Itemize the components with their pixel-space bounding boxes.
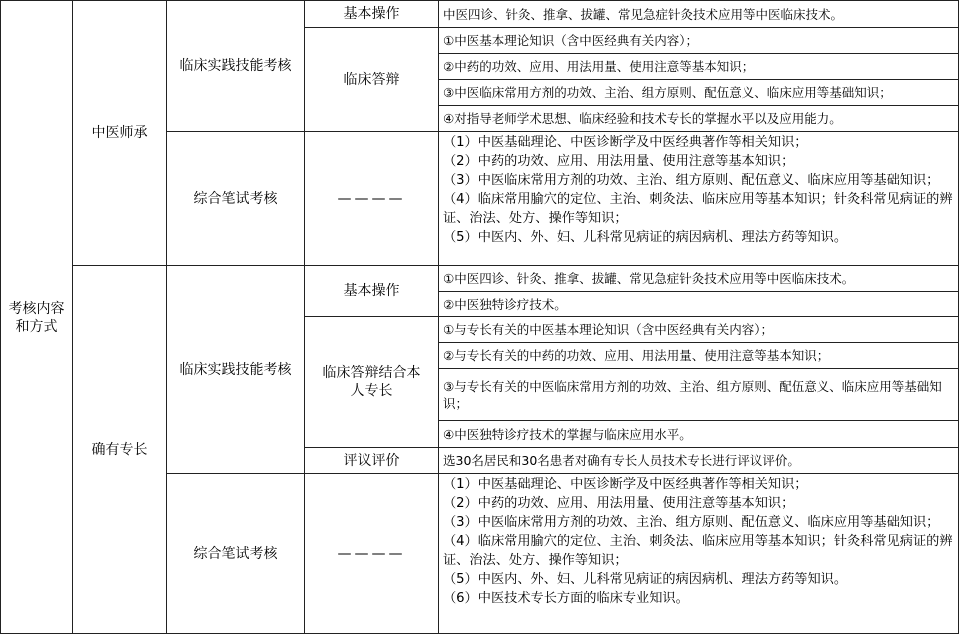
specialty-oral-item-text: ④中医独特诊疗技术的掌握与临床应用水平。: [443, 426, 692, 442]
specialty-oral-item-4: [438, 420, 959, 447]
tcm-written-label: 综合笔试考核: [193, 190, 278, 207]
specialty-basic-op-text: ②中医独特诊疗技术。: [443, 296, 567, 312]
specialty-oral-cell: [304, 316, 438, 447]
track-tcm-label: 中医师承: [91, 125, 148, 141]
category-label: 考核内容和方式: [8, 300, 65, 335]
tcm-written-line: （1）中医基础理论、中医诊断学及中医经典著作等相关知识；: [443, 135, 808, 150]
tcm-written-line: （5）中医内、外、妇、儿科常见病证的病因病机、理法方药等知识。: [443, 230, 848, 245]
track-tcm-cell: [72, 0, 166, 265]
specialty-written-line: （4）临床常用腧穴的定位、主治、刺灸法、临床应用等基本知识；针灸科常见病证的辨证、治法、处方、操作等知识；: [443, 534, 953, 568]
specialty-practice-cell: [166, 265, 304, 473]
specialty-basic-op-text: ①中医四诊、针灸、推拿、拔罐、常见急症针灸技术应用等中医临床技术。: [443, 271, 855, 286]
tcm-oral-item-text: ②中药的功效、应用、用法用量、使用注意等基本知识；: [443, 59, 755, 74]
specialty-oral-item-2: [438, 342, 959, 368]
tcm-written-dash: ————: [337, 190, 406, 207]
tcm-oral-item-text: ①中医基本理论知识（含中医经典有关内容）；: [443, 33, 698, 48]
tcm-written-cell: [166, 131, 304, 265]
track-specialty-cell: [72, 265, 166, 634]
tcm-basic-op-desc: [438, 0, 959, 27]
specialty-review-text: 选30名居民和30名患者对确有专长人员技术专长进行评议评价。: [443, 453, 800, 468]
tcm-oral-item-2: [438, 53, 959, 79]
specialty-review-cell: [304, 447, 438, 473]
specialty-written-line: （2）中药的功效、应用、用法用量、使用注意等基本知识；: [443, 496, 795, 511]
tcm-written-line: （4）临床常用腧穴的定位、主治、刺灸法、临床应用等基本知识；针灸科常见病证的辨证、治法、处方、操作等知识；: [443, 192, 953, 226]
specialty-written-label: 综合笔试考核: [193, 546, 278, 562]
specialty-review-desc: [438, 447, 959, 473]
specialty-oral-item-text: ③与专长有关的中医临床常用方剂的功效、主治、组方原则、配伍意义、临床应用等基础知识；: [443, 378, 942, 411]
tcm-basic-op-label: 基本操作: [343, 6, 400, 22]
specialty-written-desc: [438, 473, 959, 634]
specialty-oral-item-text: ②与专长有关的中药的功效、应用、用法用量、使用注意等基本知识；: [443, 348, 830, 363]
specialty-review-label: 评议评价: [343, 452, 400, 469]
specialty-oral-item-3: [438, 368, 959, 420]
tcm-written-desc: [438, 131, 959, 265]
tcm-practice-label: 临床实践技能考核: [179, 58, 292, 74]
tcm-written-dash-cell: [304, 131, 438, 265]
tcm-oral-item-1: [438, 27, 959, 53]
tcm-written-line: （3）中医临床常用方剂的功效、主治、组方原则、配伍意义、临床应用等基础知识；: [443, 173, 940, 188]
specialty-practice-label: 临床实践技能考核: [179, 361, 292, 378]
specialty-written-line: （6）中医技术专长方面的临床专业知识。: [443, 591, 689, 606]
specialty-basic-op-item-1: [438, 265, 959, 291]
specialty-written-dash-cell: [304, 473, 438, 634]
tcm-oral-item-text: ③中医临床常用方剂的功效、主治、组方原则、配伍意义、临床应用等基础知识；: [443, 85, 892, 100]
tcm-basic-op-text: 中医四诊、针灸、推拿、拔罐、常见急症针灸技术应用等中医临床技术。: [443, 6, 844, 22]
specialty-written-cell: [166, 473, 304, 634]
tcm-oral-item-4: [438, 105, 959, 131]
tcm-oral-label: 临床答辩: [343, 71, 400, 88]
tcm-oral-item-text: ④对指导老师学术思想、临床经验和技术专长的掌握水平以及应用能力。: [443, 111, 842, 126]
tcm-basic-op-cell: [304, 0, 438, 27]
tcm-practice-cell: [166, 0, 304, 131]
specialty-basic-op-item-2: [438, 291, 959, 316]
specialty-written-line: （3）中医临床常用方剂的功效、主治、组方原则、配伍意义、临床应用等基础知识；: [443, 515, 940, 530]
specialty-written-dash: ————: [337, 546, 406, 562]
tcm-written-line: （2）中药的功效、应用、用法用量、使用注意等基本知识；: [443, 154, 795, 169]
track-specialty-label: 确有专长: [91, 442, 148, 458]
specialty-basic-op-cell: [304, 265, 438, 316]
specialty-written-line: （1）中医基础理论、中医诊断学及中医经典著作等相关知识；: [443, 477, 808, 492]
tcm-oral-item-3: [438, 79, 959, 105]
category-cell: [0, 0, 72, 634]
specialty-basic-op-label: 基本操作: [343, 283, 400, 299]
specialty-oral-item-text: ①与专长有关的中医基本理论知识（含中医经典有关内容）；: [443, 322, 773, 337]
specialty-written-line: （5）中医内、外、妇、儿科常见病证的病因病机、理法方药等知识。: [443, 572, 848, 587]
specialty-oral-label: 临床答辩结合本人专长: [322, 365, 421, 399]
tcm-oral-cell: [304, 27, 438, 131]
specialty-oral-item-1: [438, 316, 959, 342]
